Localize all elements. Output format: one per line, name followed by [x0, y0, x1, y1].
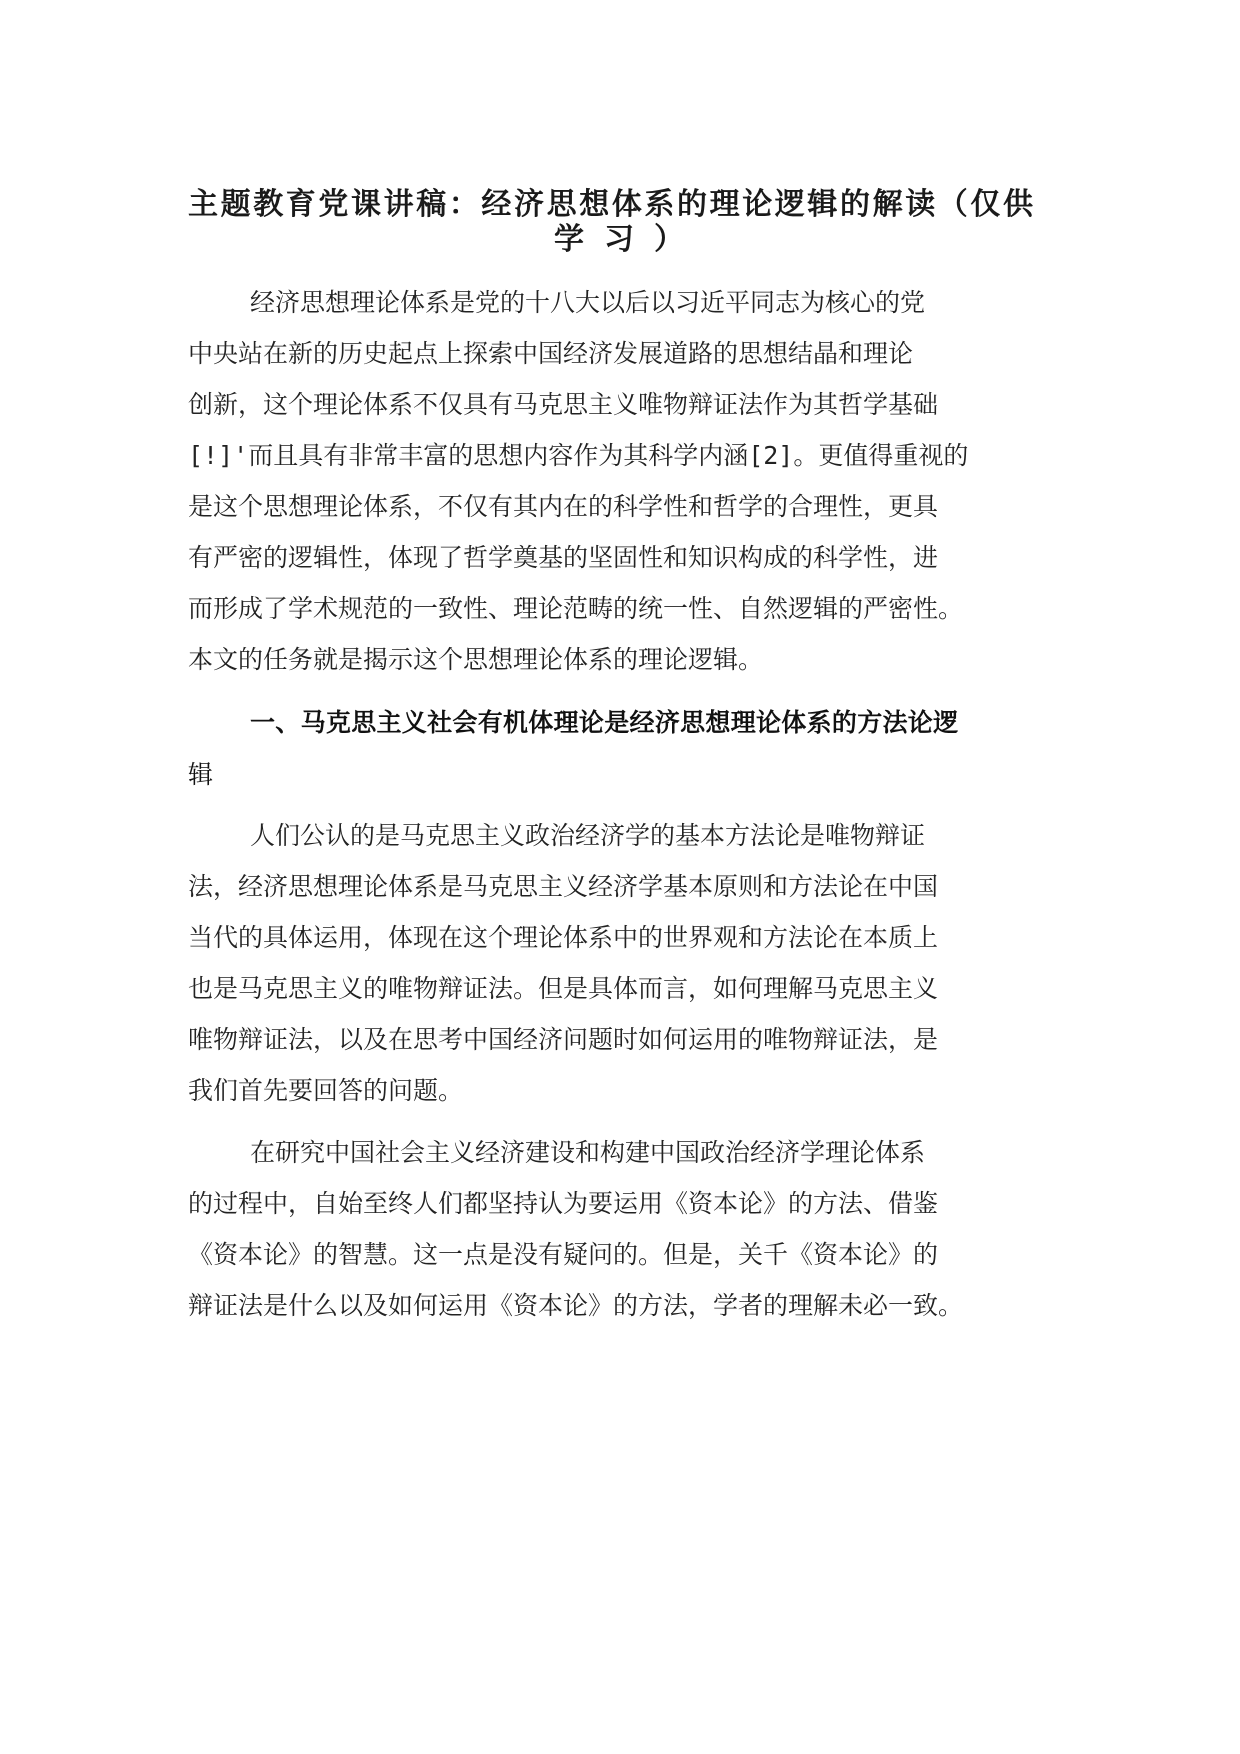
paragraph-line: 唯物辩证法，以及在思考中国经济问题时如何运用的唯物辩证法，是 — [188, 1025, 939, 1054]
paragraph-line: 人们公认的是马克思主义政治经济学的基本方法论是唯物辩证 — [250, 821, 926, 850]
paragraph-line: 经济思想理论体系是党的十八大以后以习近平同志为核心的党 — [250, 288, 926, 317]
paragraph-line: 在研究中国社会主义经济建设和构建中国政治经济学理论体系 — [250, 1138, 926, 1167]
paragraph-line: 有严密的逻辑性，体现了哲学奠基的坚固性和知识构成的科学性，进 — [188, 543, 939, 572]
paragraph-line: 辩证法是什么以及如何运用《资本论》的方法，学者的理解未必一致。 — [188, 1291, 964, 1320]
document-title-line-2: 学习） — [554, 222, 704, 257]
paragraph-line: 创新，这个理论体系不仅具有马克思主义唯物辩证法作为其哲学基础 — [188, 390, 939, 419]
paragraph-line: 当代的具体运用，体现在这个理论体系中的世界观和方法论在本质上 — [188, 923, 939, 952]
paragraph-line: 是这个思想理论体系，不仅有其内在的科学性和哲学的合理性，更具 — [188, 492, 939, 521]
paragraph-line: 的过程中，自始至终人们都坚持认为要运用《资本论》的方法、借鉴 — [188, 1189, 939, 1218]
paragraph-line: 中央站在新的历史起点上探索中国经济发展道路的思想结晶和理论 — [188, 339, 914, 368]
section-heading-line-2: 辑 — [188, 760, 214, 789]
paragraph-line: 法，经济思想理论体系是马克思主义经济学基本原则和方法论在中国 — [188, 872, 939, 901]
section-heading-line-1: 一、马克思主义社会有机体理论是经济思想理论体系的方法论逻 — [250, 708, 959, 737]
paragraph-line: 也是马克思主义的唯物辩证法。但是具体而言，如何理解马克思主义 — [188, 974, 939, 1003]
document-title-line-1: 主题教育党课讲稿：经济思想体系的理论逻辑的解读（仅供 — [188, 187, 1036, 222]
paragraph-line: [!]'而且具有非常丰富的思想内容作为其科学内涵[2]。更值得重视的 — [188, 441, 969, 470]
paragraph-line: 我们首先要回答的问题。 — [188, 1076, 464, 1105]
paragraph-line: 本文的任务就是揭示这个思想理论体系的理论逻辑。 — [188, 645, 764, 674]
paragraph-line: 《资本论》的智慧。这一点是没有疑问的。但是，关千《资本论》的 — [188, 1240, 939, 1269]
paragraph-line: 而形成了学术规范的一致性、理论范畴的统一性、自然逻辑的严密性。 — [188, 594, 964, 623]
